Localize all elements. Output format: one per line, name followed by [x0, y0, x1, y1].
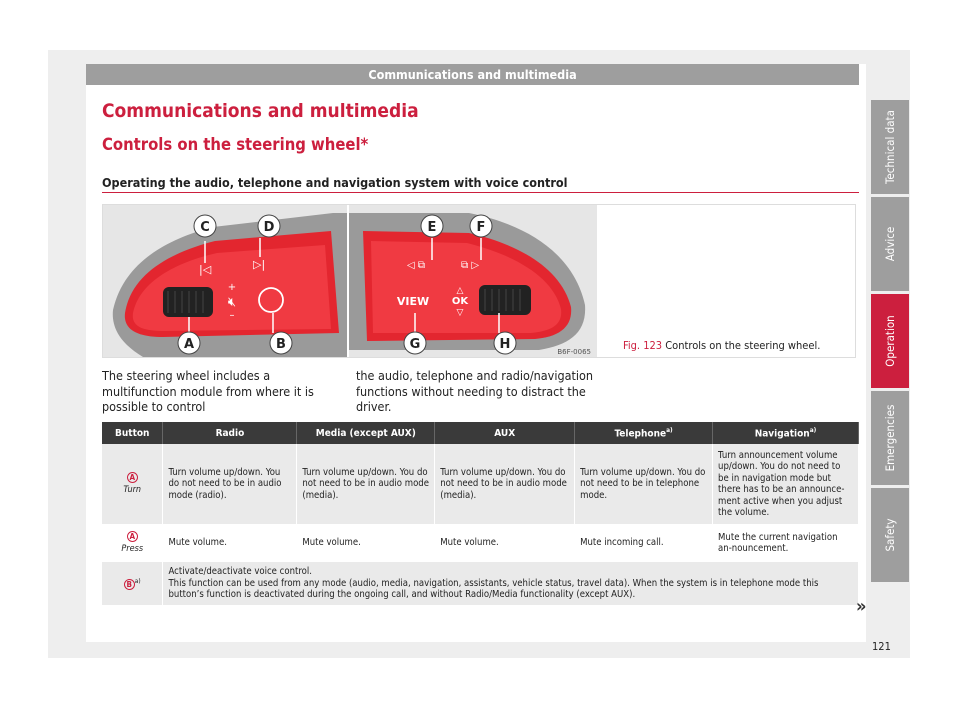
table-cell: Turn volume up/down. You do not need to be in audio mode (media).: [435, 444, 575, 524]
table-cell: Turn volume up/down. You do not need to be in telephone mode.: [575, 444, 713, 524]
figure-label-g: G: [409, 337, 421, 352]
svg-text:△: △: [456, 286, 464, 296]
svg-text:+: +: [227, 282, 237, 293]
table-cell: Mute volume.: [163, 524, 297, 562]
side-tab-advice[interactable]: Advice: [871, 197, 909, 291]
figure-image-left: [103, 205, 347, 357]
table-cell-button: [102, 524, 163, 562]
body-text-col2: the audio, telephone and radio/navigation functions without needing to distract the driver.: [356, 368, 594, 414]
figure-caption: [623, 339, 820, 352]
button-action: Turn: [123, 484, 142, 495]
table-cell-button: B $^{a)}$: [102, 562, 163, 605]
page-content: [86, 64, 866, 642]
table-header-media: Media (except AUX): [297, 422, 435, 444]
figure-label-c: C: [200, 220, 210, 235]
button-letter: A: [127, 531, 138, 542]
table-cell: Turn volume up/down. You do not need to be in audio mode (radio).: [163, 444, 297, 524]
table-cell-line2: This function can be used from any mode (audio, media, navigation, assistants, vehicle status, travel data). When the system is in telephone mode this button’s function is deactivated during the ongoing call, and without Radio/Media functionality (except AUX).: [168, 577, 819, 600]
svg-text:|◁: |◁: [199, 263, 212, 276]
table-header-aux: AUX: [435, 422, 575, 444]
figure-label-b: B: [276, 337, 286, 352]
table-row: [102, 562, 859, 605]
controls-table: [102, 422, 859, 605]
table-header-radio: Radio: [163, 422, 297, 444]
table-cell: Mute the current navigation an-nouncement.: [713, 524, 859, 562]
svg-text:–: –: [229, 310, 235, 321]
svg-text:▽: ▽: [456, 308, 464, 318]
table-header-button: Button: [102, 422, 163, 444]
side-tab-operation[interactable]: Operation: [871, 294, 909, 388]
side-tab-emergencies[interactable]: Emergencies: [871, 391, 909, 485]
figure-code: B6F-0065: [557, 348, 591, 356]
svg-text:⧉ ▷: ⧉ ▷: [461, 260, 480, 271]
figure-caption-text: Controls on the steering wheel.: [665, 339, 821, 352]
figure-label-a: A: [183, 337, 195, 352]
button-action: Press: [121, 543, 144, 554]
side-tab-technical-data[interactable]: Technical data: [871, 100, 909, 194]
figure: [102, 204, 856, 358]
figure-label-d: D: [263, 220, 275, 235]
table-cell: Mute volume.: [297, 524, 435, 562]
section-header: Communications and multimedia: [86, 64, 859, 85]
table-row: [102, 444, 859, 524]
table-cell: Mute volume.: [435, 524, 575, 562]
button-letter: A: [127, 472, 138, 483]
figure-ok-text: OK: [451, 296, 469, 307]
figure-image-right: [349, 205, 597, 357]
figure-label-f: F: [476, 220, 486, 235]
table-cell-button: [102, 444, 163, 524]
table-cell: Mute incoming call.: [575, 524, 713, 562]
button-letter: B: [124, 579, 135, 590]
svg-text:▷|: ▷|: [253, 258, 266, 271]
table-cell: Turn announcement volume up/down. You do not need to be in navigation mode but there has to be an announce-ment active when you adjust the volume.: [713, 444, 859, 524]
table-cell: Turn volume up/down. You do not need to be in audio mode (media).: [297, 444, 435, 524]
table-cell-line1: Activate/deactivate voice control.: [168, 566, 312, 577]
body-text-col1: The steering wheel includes a multifunction module from where it is possible to control: [102, 368, 314, 414]
table-header-navigation: Navigation$^{a)}$: [713, 422, 859, 444]
figure-label-h: H: [499, 337, 511, 352]
table-row: [102, 524, 859, 562]
figure-label-e: E: [427, 220, 437, 235]
figure-caption-label: Fig. 123: [623, 339, 663, 352]
figure-view-text: VIEW: [396, 295, 430, 308]
subsection-title: Operating the audio, telephone and navigation system with voice control: [102, 175, 568, 190]
svg-text:🔇︎: 🔇︎: [227, 295, 237, 310]
side-tab-safety[interactable]: Safety: [871, 488, 909, 582]
table-header-telephone: Telephone$^{a)}$: [575, 422, 713, 444]
section-title: Controls on the steering wheel*: [102, 135, 369, 154]
page-title: Communications and multimedia: [102, 100, 419, 122]
page-number: 121: [872, 640, 891, 653]
subsection-divider: [102, 192, 859, 193]
svg-text:◁ ⧉: ◁ ⧉: [407, 260, 426, 271]
table-cell-wide: [163, 562, 859, 605]
next-page-arrow: »: [856, 596, 867, 617]
